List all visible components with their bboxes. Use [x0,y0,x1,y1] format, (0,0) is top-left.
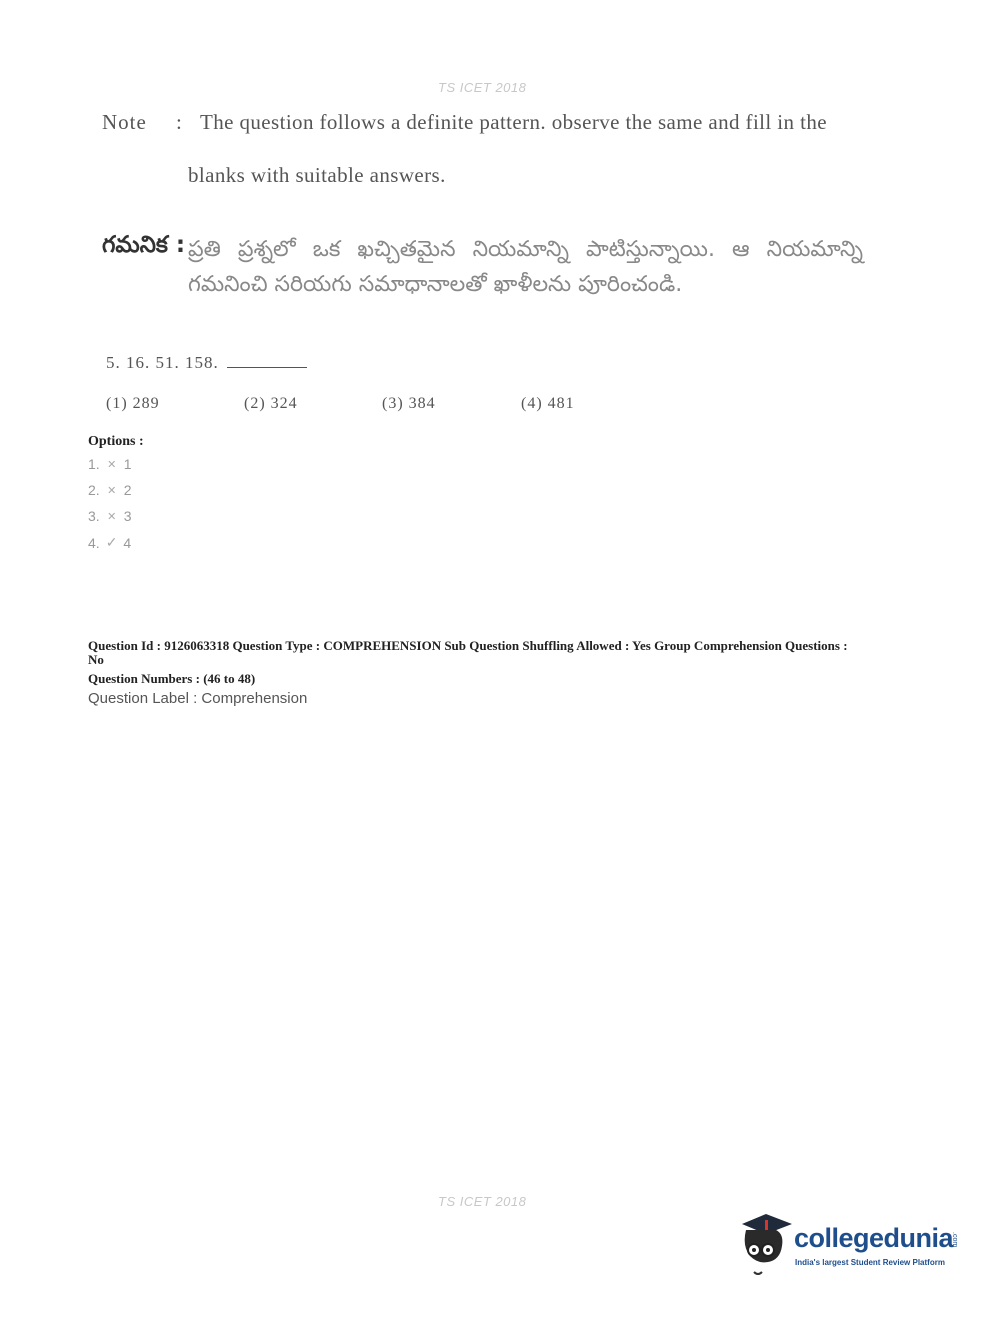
header-watermark: TS ICET 2018 [438,80,527,95]
option-number: 2. [88,482,100,498]
note-label: Note [102,110,147,134]
option-2 [88,482,131,498]
logo-com: .com [951,1232,958,1248]
note-colon: : [176,110,182,134]
option-number: 1. [88,456,100,472]
option-value: 2 [123,482,132,498]
footer-watermark: TS ICET 2018 [438,1194,527,1209]
telugu-note-text: ప్రతి ప్రశ్నలో ఒక ఖచ్చితమైన నియమాన్ని పాటిస్తున్నాయి. ఆ నియమాన్ని గమనించి సరియగు సమాధానాలతో ఖాళీలను పూరించండి. [188,237,863,297]
question-label: Question Label : Comprehension [88,690,308,707]
option-4 [88,534,131,551]
option-3 [88,508,131,524]
option-value: 3 [123,508,132,524]
telugu-note-label: గమనిక : [102,232,186,258]
question-meta: Question Id : 9126063318 Question Type : COMPREHENSION Sub Question Shuffling Allowed : Yes Group Comprehension Questions : No [88,638,848,667]
choice-1: (1) 289 [106,395,160,412]
option-1 [88,456,131,472]
options-header: Options : [88,434,144,449]
option-number: 3. [88,508,100,524]
note-text-line1: The question follows a definite pattern. observe the same and fill in the [200,110,827,134]
option-number: 4. [88,534,100,551]
choice-3: (3) 384 [382,395,436,412]
answer-blank [227,353,307,368]
cross-icon: ✕ [107,510,117,523]
cross-icon: ✕ [107,458,117,471]
question-numbers: Question Numbers : (46 to 48) [88,671,256,686]
logo-mascot-icon [736,1210,796,1280]
choice-4: (4) 481 [521,395,575,412]
question-text: 5. 16. 51. 158. [106,353,219,372]
check-icon: ✓ [105,534,118,550]
cross-icon: ✕ [107,484,117,497]
logo-tagline: India's largest Student Review Platform [795,1258,945,1267]
option-value: 4 [123,534,132,551]
note-text-line2: blanks with suitable answers. [188,163,446,187]
option-value: 1 [123,456,132,472]
question-sequence [106,353,307,373]
logo-name: collegedunia [794,1223,954,1253]
choice-2: (2) 324 [244,395,298,412]
